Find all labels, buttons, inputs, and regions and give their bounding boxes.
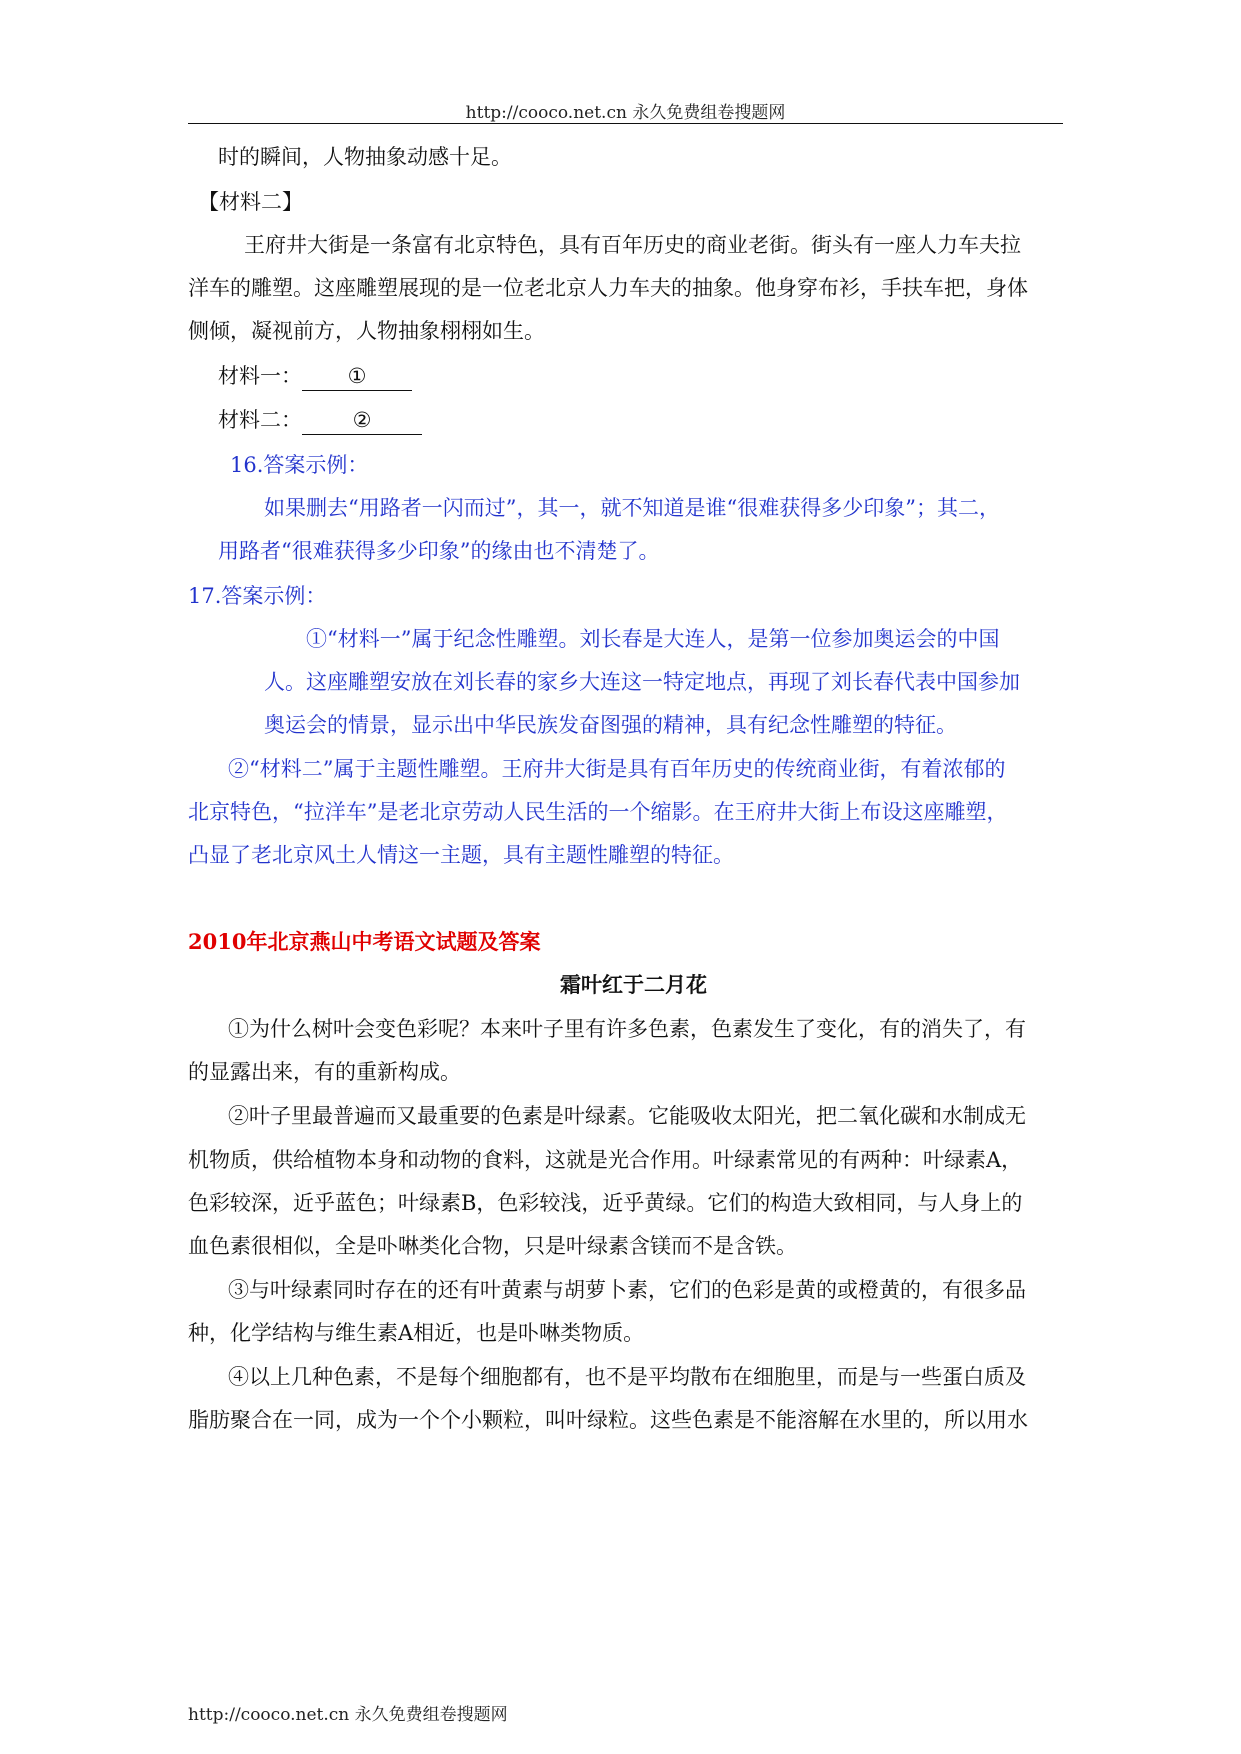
answer-label-material1: 材料一： bbox=[218, 364, 302, 388]
page-footer: http://cooco.net.cn 永久免费组卷搜题网 bbox=[188, 1705, 508, 1725]
article-title: 霜叶红于二月花 bbox=[560, 972, 707, 997]
material2-text-line-2: 洋车的雕塑。这座雕塑展现的是一位老北京人力车夫的抽象。他身穿布衫，手扶车把，身体 bbox=[188, 276, 1028, 300]
material2-text-line-3: 侧倾，凝视前方，人物抽象栩栩如生。 bbox=[188, 319, 545, 343]
answer-label-material2: 材料二： bbox=[218, 408, 302, 432]
article-line-10: 脂肪聚合在一同，成为一个个小颗粒，叫叶绿粒。这些色素是不能溶解在水里的，所以用水 bbox=[188, 1408, 1028, 1432]
article-line-9: ④以上几种色素，不是每个细胞都有，也不是平均散布在细胞里，而是与一些蛋白质及 bbox=[228, 1365, 1026, 1389]
answer17-line-6: 凸显了老北京风土人情这一主题，具有主题性雕塑的特征。 bbox=[188, 843, 734, 867]
article-line-1: ①为什么树叶会变色彩呢？本来叶子里有许多色素，色素发生了变化，有的消失了，有 bbox=[228, 1017, 1026, 1041]
answer-blank-2: ② bbox=[302, 406, 422, 435]
article-line-8: 种，化学结构与维生素A相近，也是卟啉类物质。 bbox=[188, 1321, 645, 1345]
article-line-5: 色彩较深，近乎蓝色；叶绿素B，色彩较浅，近乎黄绿。它们的构造大致相同，与人身上的 bbox=[188, 1191, 1023, 1215]
answer17-line-2: 人。这座雕塑安放在刘长春的家乡大连这一特定地点，再现了刘长春代表中国参加 bbox=[264, 670, 1020, 694]
article-line-4: 机物质，供给植物本身和动物的食料，这就是光合作用。叶绿素常见的有两种：叶绿素A， bbox=[188, 1148, 1023, 1172]
answer17-line-4: ②“材料二”属于主题性雕塑。王府井大街是具有百年历史的传统商业街，有着浓郁的 bbox=[228, 757, 1006, 781]
material2-heading: 【材料二】 bbox=[198, 190, 303, 214]
answer16-heading: 16.答案示例： bbox=[230, 453, 369, 477]
answer17-heading: 17.答案示例： bbox=[188, 584, 327, 608]
exam-heading: 2010年北京燕山中考语文试题及答案 bbox=[188, 929, 541, 954]
answer16-line-1: 如果删去“用路者一闪而过”，其一，就不知道是谁“很难获得多少印象”；其二， bbox=[264, 496, 1000, 520]
answer-line-material2 bbox=[218, 406, 422, 435]
header-rule bbox=[188, 123, 1063, 124]
article-line-7: ③与叶绿素同时存在的还有叶黄素与胡萝卜素，它们的色彩是黄的或橙黄的，有很多品 bbox=[228, 1278, 1026, 1302]
answer16-line-2: 用路者“很难获得多少印象”的缘由也不清楚了。 bbox=[218, 539, 660, 563]
article-line-6: 血色素很相似，全是卟啉类化合物，只是叶绿素含镁而不是含铁。 bbox=[188, 1234, 797, 1258]
answer17-line-3: 奥运会的情景，显示出中华民族发奋图强的精神，具有纪念性雕塑的特征。 bbox=[264, 713, 957, 737]
article-line-3: ②叶子里最普遍而又最重要的色素是叶绿素。它能吸收太阳光，把二氧化碳和水制成无 bbox=[228, 1104, 1026, 1128]
answer17-line-5: 北京特色，“拉洋车”是老北京劳动人民生活的一个缩影。在王府井大街上布设这座雕塑， bbox=[188, 800, 1008, 824]
page-header: http://cooco.net.cn 永久免费组卷搜题网 bbox=[465, 103, 786, 123]
material2-text-line-1: 王府井大街是一条富有北京特色，具有百年历史的商业老街。街头有一座人力车夫拉 bbox=[244, 233, 1021, 257]
material1-tail: 时的瞬间，人物抽象动感十足。 bbox=[218, 145, 512, 169]
answer-line-material1 bbox=[218, 362, 412, 391]
answer-blank-1: ① bbox=[302, 362, 412, 391]
article-line-2: 的显露出来，有的重新构成。 bbox=[188, 1060, 461, 1084]
answer17-line-1: ①“材料一”属于纪念性雕塑。刘长春是大连人，是第一位参加奥运会的中国 bbox=[306, 627, 1000, 651]
